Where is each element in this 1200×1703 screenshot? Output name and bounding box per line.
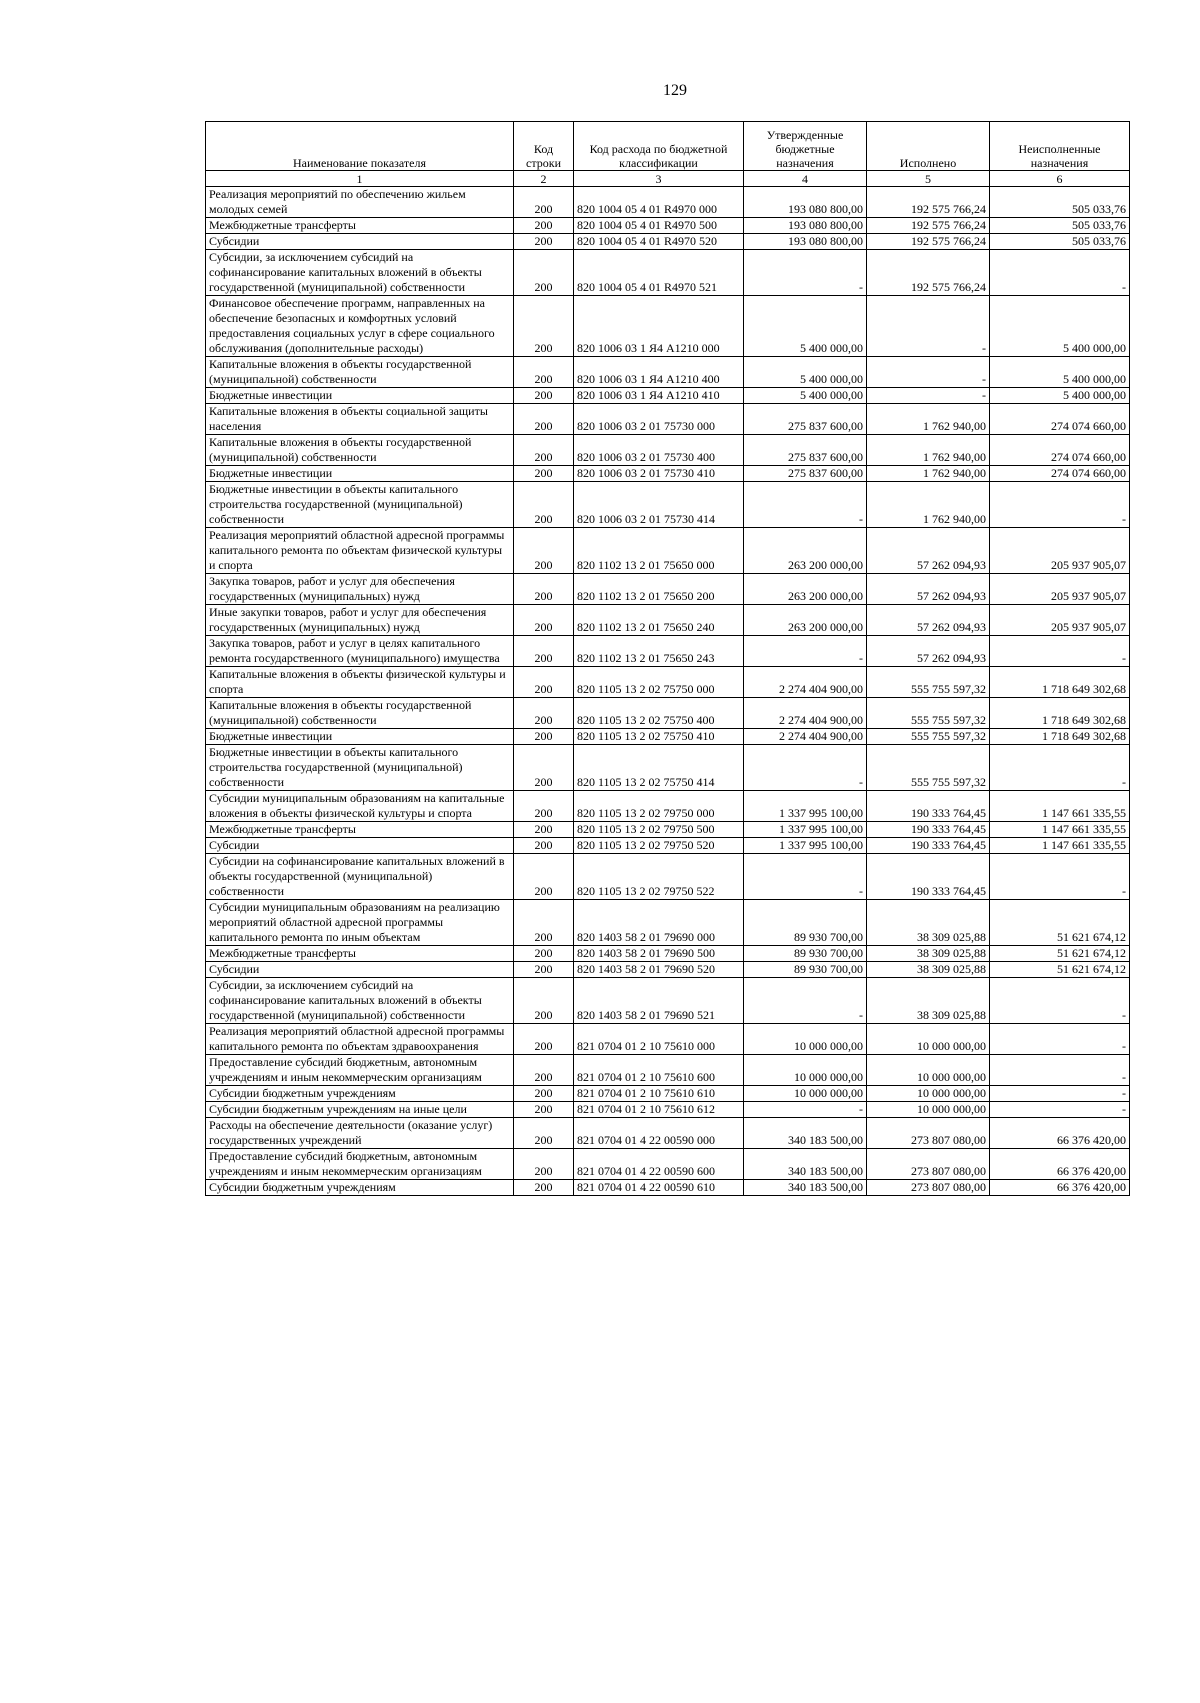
row-executed: 1 762 940,00 <box>867 482 990 528</box>
header-executed: Исполнено <box>867 122 990 171</box>
row-kbk: 821 0704 01 2 10 75610 600 <box>574 1055 744 1086</box>
row-unexecuted: 505 033,76 <box>990 218 1130 234</box>
row-executed: 555 755 597,32 <box>867 698 990 729</box>
row-unexecuted: - <box>990 1102 1130 1118</box>
row-line-code: 200 <box>514 1086 574 1102</box>
table-row <box>206 822 1130 838</box>
row-name: Субсидии, за исключением субсидий на софинансирование капитальных вложений в объекты государственной (муниципальной) собственности <box>206 978 514 1024</box>
row-line-code: 200 <box>514 187 574 218</box>
table-row <box>206 854 1130 900</box>
column-number: 1 <box>206 171 514 187</box>
row-line-code: 200 <box>514 404 574 435</box>
table-row <box>206 1102 1130 1118</box>
row-executed: 38 309 025,88 <box>867 978 990 1024</box>
row-name: Субсидии муниципальным образованиям на капитальные вложения в объекты физической культуры и спорта <box>206 791 514 822</box>
row-executed: 190 333 764,45 <box>867 854 990 900</box>
row-unexecuted: - <box>990 482 1130 528</box>
row-approved: - <box>744 250 867 296</box>
row-approved: 1 337 995 100,00 <box>744 791 867 822</box>
row-kbk: 820 1004 05 4 01 R4970 000 <box>574 187 744 218</box>
row-unexecuted: - <box>990 1055 1130 1086</box>
row-executed: 10 000 000,00 <box>867 1055 990 1086</box>
row-line-code: 200 <box>514 482 574 528</box>
row-unexecuted: - <box>990 854 1130 900</box>
table-row <box>206 667 1130 698</box>
row-name: Капитальные вложения в объекты государственной (муниципальной) собственности <box>206 357 514 388</box>
row-executed: 57 262 094,93 <box>867 528 990 574</box>
row-executed: 192 575 766,24 <box>867 250 990 296</box>
row-unexecuted: 1 147 661 335,55 <box>990 838 1130 854</box>
row-kbk: 820 1105 13 2 02 79750 500 <box>574 822 744 838</box>
row-line-code: 200 <box>514 962 574 978</box>
table-row <box>206 946 1130 962</box>
row-executed: 192 575 766,24 <box>867 218 990 234</box>
row-kbk: 820 1105 13 2 02 75750 000 <box>574 667 744 698</box>
row-line-code: 200 <box>514 250 574 296</box>
row-approved: 1 337 995 100,00 <box>744 838 867 854</box>
row-name: Субсидии бюджетным учреждениям <box>206 1180 514 1196</box>
table-row <box>206 218 1130 234</box>
row-line-code: 200 <box>514 854 574 900</box>
row-kbk: 820 1006 03 2 01 75730 000 <box>574 404 744 435</box>
row-unexecuted: 505 033,76 <box>990 187 1130 218</box>
table-row <box>206 482 1130 528</box>
row-kbk: 820 1105 13 2 02 75750 414 <box>574 745 744 791</box>
row-approved: - <box>744 745 867 791</box>
row-kbk: 820 1105 13 2 02 75750 400 <box>574 698 744 729</box>
table-row <box>206 234 1130 250</box>
row-line-code: 200 <box>514 1180 574 1196</box>
row-executed: - <box>867 296 990 357</box>
row-approved: 275 837 600,00 <box>744 404 867 435</box>
row-name: Капитальные вложения в объекты социальной защиты населения <box>206 404 514 435</box>
row-name: Субсидии бюджетным учреждениям <box>206 1086 514 1102</box>
row-approved: 275 837 600,00 <box>744 466 867 482</box>
row-kbk: 820 1102 13 2 01 75650 200 <box>574 574 744 605</box>
row-approved: 193 080 800,00 <box>744 187 867 218</box>
header-line-code: Код строки <box>514 122 574 171</box>
row-executed: 190 333 764,45 <box>867 791 990 822</box>
row-line-code: 200 <box>514 946 574 962</box>
row-kbk: 820 1105 13 2 02 79750 522 <box>574 854 744 900</box>
row-line-code: 200 <box>514 745 574 791</box>
row-name: Иные закупки товаров, работ и услуг для обеспечения государственных (муниципальных) нужд <box>206 605 514 636</box>
row-name: Бюджетные инвестиции <box>206 388 514 404</box>
row-approved: - <box>744 854 867 900</box>
row-unexecuted: 66 376 420,00 <box>990 1118 1130 1149</box>
table-row <box>206 729 1130 745</box>
row-line-code: 200 <box>514 466 574 482</box>
row-kbk: 820 1105 13 2 02 75750 410 <box>574 729 744 745</box>
table-row <box>206 745 1130 791</box>
row-line-code: 200 <box>514 435 574 466</box>
row-unexecuted: 274 074 660,00 <box>990 435 1130 466</box>
table-row <box>206 357 1130 388</box>
row-kbk: 820 1105 13 2 02 79750 520 <box>574 838 744 854</box>
row-line-code: 200 <box>514 574 574 605</box>
table-row <box>206 1086 1130 1102</box>
budget-execution-table <box>205 121 1130 1196</box>
row-kbk: 821 0704 01 4 22 00590 610 <box>574 1180 744 1196</box>
row-unexecuted: 51 621 674,12 <box>990 962 1130 978</box>
row-unexecuted: 66 376 420,00 <box>990 1180 1130 1196</box>
row-line-code: 200 <box>514 528 574 574</box>
header-row <box>206 122 1130 171</box>
row-unexecuted: 1 147 661 335,55 <box>990 791 1130 822</box>
row-kbk: 820 1006 03 1 Я4 A1210 410 <box>574 388 744 404</box>
column-number: 3 <box>574 171 744 187</box>
row-unexecuted: - <box>990 636 1130 667</box>
table-row <box>206 962 1130 978</box>
row-executed: 190 333 764,45 <box>867 838 990 854</box>
row-unexecuted: - <box>990 1024 1130 1055</box>
table-row <box>206 838 1130 854</box>
row-approved: 2 274 404 900,00 <box>744 729 867 745</box>
column-number: 2 <box>514 171 574 187</box>
row-approved: 340 183 500,00 <box>744 1180 867 1196</box>
row-name: Субсидии, за исключением субсидий на софинансирование капитальных вложений в объекты государственной (муниципальной) собственности <box>206 250 514 296</box>
table-row <box>206 250 1130 296</box>
page-number: 129 <box>663 82 687 99</box>
row-line-code: 200 <box>514 1102 574 1118</box>
row-executed: 555 755 597,32 <box>867 729 990 745</box>
row-approved: 2 274 404 900,00 <box>744 698 867 729</box>
row-kbk: 821 0704 01 2 10 75610 000 <box>574 1024 744 1055</box>
row-kbk: 820 1006 03 1 Я4 A1210 000 <box>574 296 744 357</box>
row-name: Расходы на обеспечение деятельности (оказание услуг) государственных учреждений <box>206 1118 514 1149</box>
row-unexecuted: 5 400 000,00 <box>990 296 1130 357</box>
row-line-code: 200 <box>514 1149 574 1180</box>
row-name: Бюджетные инвестиции <box>206 729 514 745</box>
row-kbk: 820 1403 58 2 01 79690 000 <box>574 900 744 946</box>
row-line-code: 200 <box>514 791 574 822</box>
table-row <box>206 466 1130 482</box>
header-unexecuted: Неисполненные назначения <box>990 122 1130 171</box>
table-row <box>206 1055 1130 1086</box>
row-name: Предоставление субсидий бюджетным, автономным учреждениям и иным некоммерческим организациям <box>206 1055 514 1086</box>
row-kbk: 820 1403 58 2 01 79690 500 <box>574 946 744 962</box>
row-unexecuted: 1 147 661 335,55 <box>990 822 1130 838</box>
table-body <box>206 187 1130 1196</box>
row-line-code: 200 <box>514 1055 574 1086</box>
row-executed: 57 262 094,93 <box>867 636 990 667</box>
row-name: Бюджетные инвестиции в объекты капитального строительства государственной (муниципальной) собственности <box>206 482 514 528</box>
row-kbk: 820 1006 03 2 01 75730 414 <box>574 482 744 528</box>
row-kbk: 821 0704 01 2 10 75610 610 <box>574 1086 744 1102</box>
row-name: Субсидии <box>206 234 514 250</box>
row-name: Закупка товаров, работ и услуг в целях капитального ремонта государственного (муниципального) имущества <box>206 636 514 667</box>
row-executed: 57 262 094,93 <box>867 605 990 636</box>
row-approved: 89 930 700,00 <box>744 962 867 978</box>
header-name: Наименование показателя <box>206 122 514 171</box>
row-unexecuted: 205 937 905,07 <box>990 574 1130 605</box>
row-unexecuted: 1 718 649 302,68 <box>990 667 1130 698</box>
row-unexecuted: 1 718 649 302,68 <box>990 729 1130 745</box>
row-name: Капитальные вложения в объекты государственной (муниципальной) собственности <box>206 435 514 466</box>
row-unexecuted: - <box>990 745 1130 791</box>
row-name: Межбюджетные трансферты <box>206 218 514 234</box>
row-executed: 1 762 940,00 <box>867 435 990 466</box>
row-name: Межбюджетные трансферты <box>206 822 514 838</box>
row-executed: - <box>867 357 990 388</box>
row-unexecuted: 274 074 660,00 <box>990 466 1130 482</box>
header-kbk: Код расхода по бюджетной классификации <box>574 122 744 171</box>
table-row <box>206 978 1130 1024</box>
row-kbk: 821 0704 01 4 22 00590 000 <box>574 1118 744 1149</box>
row-approved: 10 000 000,00 <box>744 1055 867 1086</box>
table-row <box>206 404 1130 435</box>
row-line-code: 200 <box>514 605 574 636</box>
row-executed: 38 309 025,88 <box>867 962 990 978</box>
row-name: Бюджетные инвестиции в объекты капитального строительства государственной (муниципальной) собственности <box>206 745 514 791</box>
column-number-row <box>206 171 1130 187</box>
table-row <box>206 1118 1130 1149</box>
row-unexecuted: - <box>990 1086 1130 1102</box>
row-name: Межбюджетные трансферты <box>206 946 514 962</box>
row-unexecuted: 5 400 000,00 <box>990 357 1130 388</box>
row-line-code: 200 <box>514 296 574 357</box>
row-approved: 89 930 700,00 <box>744 900 867 946</box>
row-unexecuted: 66 376 420,00 <box>990 1149 1130 1180</box>
table-row <box>206 791 1130 822</box>
row-line-code: 200 <box>514 234 574 250</box>
row-unexecuted: 1 718 649 302,68 <box>990 698 1130 729</box>
row-name: Реализация мероприятий по обеспечению жильем молодых семей <box>206 187 514 218</box>
row-approved: 263 200 000,00 <box>744 605 867 636</box>
row-executed: 1 762 940,00 <box>867 466 990 482</box>
row-kbk: 820 1102 13 2 01 75650 000 <box>574 528 744 574</box>
row-executed: 57 262 094,93 <box>867 574 990 605</box>
table-row <box>206 900 1130 946</box>
table-row <box>206 574 1130 605</box>
row-kbk: 820 1403 58 2 01 79690 520 <box>574 962 744 978</box>
row-line-code: 200 <box>514 978 574 1024</box>
row-approved: 89 930 700,00 <box>744 946 867 962</box>
row-approved: 5 400 000,00 <box>744 296 867 357</box>
row-line-code: 200 <box>514 698 574 729</box>
row-approved: - <box>744 636 867 667</box>
row-kbk: 820 1403 58 2 01 79690 521 <box>574 978 744 1024</box>
row-unexecuted: 5 400 000,00 <box>990 388 1130 404</box>
row-line-code: 200 <box>514 838 574 854</box>
row-line-code: 200 <box>514 1118 574 1149</box>
row-approved: 10 000 000,00 <box>744 1086 867 1102</box>
row-name: Субсидии бюджетным учреждениям на иные цели <box>206 1102 514 1118</box>
row-name: Реализация мероприятий областной адресной программы капитального ремонта по объектам здравоохранения <box>206 1024 514 1055</box>
table-row <box>206 1024 1130 1055</box>
row-name: Капитальные вложения в объекты государственной (муниципальной) собственности <box>206 698 514 729</box>
row-line-code: 200 <box>514 667 574 698</box>
row-executed: 10 000 000,00 <box>867 1102 990 1118</box>
row-unexecuted: - <box>990 250 1130 296</box>
row-approved: 340 183 500,00 <box>744 1149 867 1180</box>
table-row <box>206 1180 1130 1196</box>
row-unexecuted: 51 621 674,12 <box>990 900 1130 946</box>
row-line-code: 200 <box>514 822 574 838</box>
row-approved: 263 200 000,00 <box>744 528 867 574</box>
row-approved: 263 200 000,00 <box>744 574 867 605</box>
table-row <box>206 388 1130 404</box>
row-approved: 5 400 000,00 <box>744 388 867 404</box>
row-approved: 10 000 000,00 <box>744 1024 867 1055</box>
row-executed: 273 807 080,00 <box>867 1149 990 1180</box>
row-name: Капитальные вложения в объекты физической культуры и спорта <box>206 667 514 698</box>
row-unexecuted: - <box>990 978 1130 1024</box>
row-kbk: 820 1004 05 4 01 R4970 500 <box>574 218 744 234</box>
row-approved: 193 080 800,00 <box>744 234 867 250</box>
row-line-code: 200 <box>514 218 574 234</box>
row-line-code: 200 <box>514 729 574 745</box>
table-row <box>206 296 1130 357</box>
header-approved: Утвержденные бюджетные назначения <box>744 122 867 171</box>
row-kbk: 820 1102 13 2 01 75650 240 <box>574 605 744 636</box>
row-executed: 273 807 080,00 <box>867 1180 990 1196</box>
row-kbk: 820 1102 13 2 01 75650 243 <box>574 636 744 667</box>
row-name: Субсидии на софинансирование капитальных вложений в объекты государственной (муниципальной) собственности <box>206 854 514 900</box>
row-kbk: 821 0704 01 2 10 75610 612 <box>574 1102 744 1118</box>
row-executed: 192 575 766,24 <box>867 234 990 250</box>
row-approved: 2 274 404 900,00 <box>744 667 867 698</box>
row-executed: 10 000 000,00 <box>867 1024 990 1055</box>
row-name: Субсидии муниципальным образованиям на реализацию мероприятий областной адресной программы капитального ремонта по иным объектам <box>206 900 514 946</box>
row-kbk: 820 1105 13 2 02 79750 000 <box>574 791 744 822</box>
row-kbk: 821 0704 01 4 22 00590 600 <box>574 1149 744 1180</box>
row-line-code: 200 <box>514 357 574 388</box>
row-executed: 555 755 597,32 <box>867 667 990 698</box>
row-kbk: 820 1004 05 4 01 R4970 520 <box>574 234 744 250</box>
row-kbk: 820 1004 05 4 01 R4970 521 <box>574 250 744 296</box>
table-row <box>206 636 1130 667</box>
row-unexecuted: 205 937 905,07 <box>990 528 1130 574</box>
row-line-code: 200 <box>514 636 574 667</box>
table-row <box>206 1149 1130 1180</box>
row-executed: 38 309 025,88 <box>867 900 990 946</box>
row-unexecuted: 274 074 660,00 <box>990 404 1130 435</box>
row-kbk: 820 1006 03 2 01 75730 400 <box>574 435 744 466</box>
row-line-code: 200 <box>514 1024 574 1055</box>
row-executed: 192 575 766,24 <box>867 187 990 218</box>
row-approved: 5 400 000,00 <box>744 357 867 388</box>
row-executed: 555 755 597,32 <box>867 745 990 791</box>
row-executed: 1 762 940,00 <box>867 404 990 435</box>
row-approved: - <box>744 482 867 528</box>
row-name: Финансовое обеспечение программ, направленных на обеспечение безопасных и комфортных условий предоставления социальных услуг в сфере социального обслуживания (дополнительные расходы) <box>206 296 514 357</box>
row-executed: 10 000 000,00 <box>867 1086 990 1102</box>
column-number: 4 <box>744 171 867 187</box>
row-executed: - <box>867 388 990 404</box>
row-approved: - <box>744 1102 867 1118</box>
row-kbk: 820 1006 03 2 01 75730 410 <box>574 466 744 482</box>
row-unexecuted: 205 937 905,07 <box>990 605 1130 636</box>
row-name: Закупка товаров, работ и услуг для обеспечения государственных (муниципальных) нужд <box>206 574 514 605</box>
row-unexecuted: 51 621 674,12 <box>990 946 1130 962</box>
row-name: Субсидии <box>206 962 514 978</box>
row-name: Реализация мероприятий областной адресной программы капитального ремонта по объектам физической культуры и спорта <box>206 528 514 574</box>
row-approved: 275 837 600,00 <box>744 435 867 466</box>
table-row <box>206 528 1130 574</box>
row-executed: 273 807 080,00 <box>867 1118 990 1149</box>
table-row <box>206 187 1130 218</box>
row-line-code: 200 <box>514 900 574 946</box>
row-line-code: 200 <box>514 388 574 404</box>
row-name: Предоставление субсидий бюджетным, автономным учреждениям и иным некоммерческим организациям <box>206 1149 514 1180</box>
row-name: Субсидии <box>206 838 514 854</box>
table-row <box>206 435 1130 466</box>
row-approved: 340 183 500,00 <box>744 1118 867 1149</box>
table-row <box>206 698 1130 729</box>
row-executed: 38 309 025,88 <box>867 946 990 962</box>
row-executed: 190 333 764,45 <box>867 822 990 838</box>
table-row <box>206 605 1130 636</box>
column-number: 5 <box>867 171 990 187</box>
row-approved: - <box>744 978 867 1024</box>
row-approved: 193 080 800,00 <box>744 218 867 234</box>
row-unexecuted: 505 033,76 <box>990 234 1130 250</box>
row-approved: 1 337 995 100,00 <box>744 822 867 838</box>
row-name: Бюджетные инвестиции <box>206 466 514 482</box>
column-number: 6 <box>990 171 1130 187</box>
row-kbk: 820 1006 03 1 Я4 A1210 400 <box>574 357 744 388</box>
